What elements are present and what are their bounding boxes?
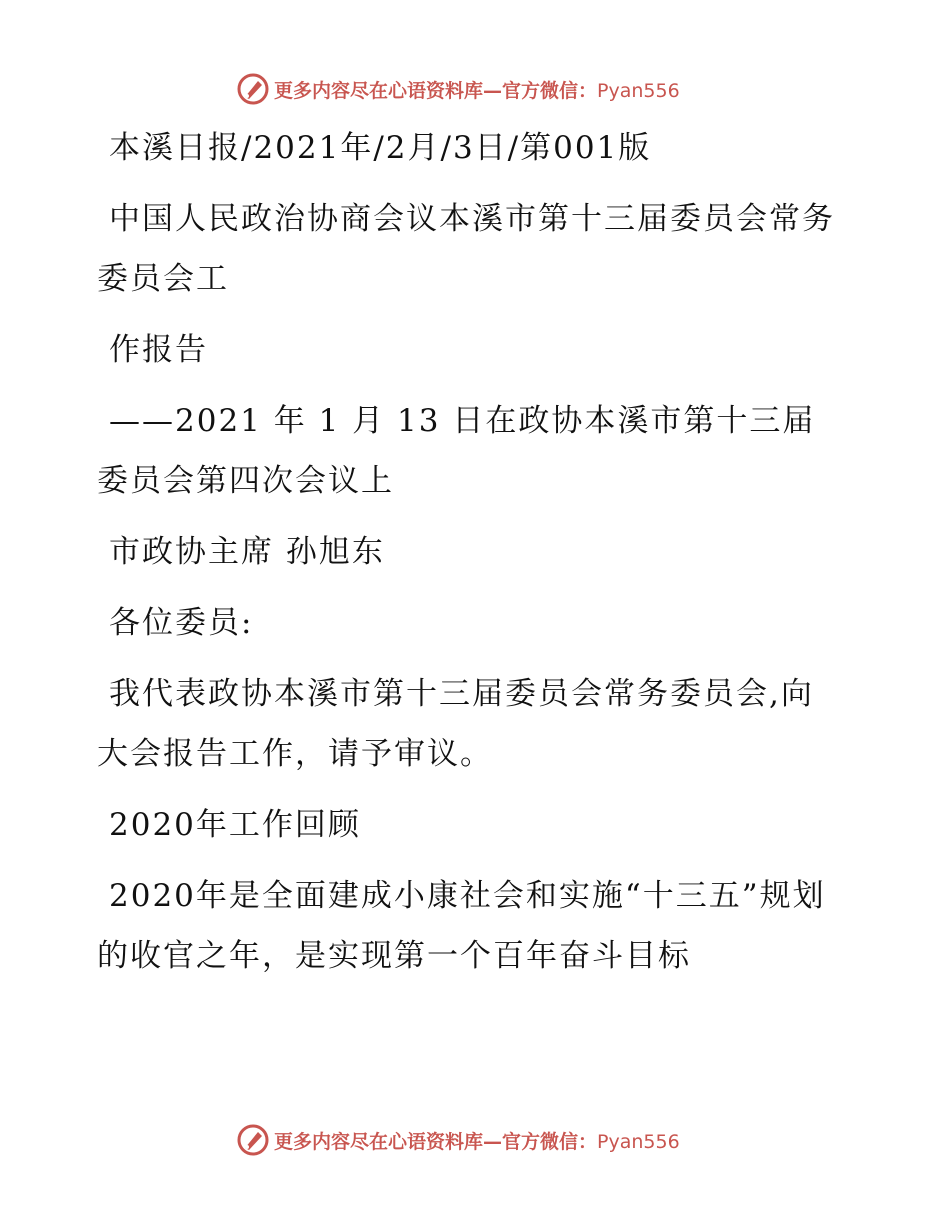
dateline: 本溪日报/2021年/2月/3日/第001版 [109, 130, 652, 166]
body-paragraph: 2020年是全面建成小康社会和实施“十三五”规划的收官之年，是实现第一个百年奋斗目标 [97, 878, 826, 974]
watermark-text: 更多内容尽在心语资料库—官方微信：Pyan556 [274, 79, 680, 102]
report-author: 市政协主席 孙旭东 [109, 534, 385, 570]
section-heading: 2020年工作回顾 [109, 807, 361, 843]
pen-logo-icon [236, 1123, 270, 1157]
salutation: 各位委员: [109, 605, 254, 641]
pen-logo-icon [236, 72, 270, 106]
watermark-text: 更多内容尽在心语资料库—官方微信：Pyan556 [274, 1130, 680, 1153]
body-paragraph: 我代表政协本溪市第十三届委员会常务委员会,向大会报告工作，请予审议。 [97, 676, 814, 772]
document-body [97, 118, 837, 997]
report-title: 中国人民政治协商会议本溪市第十三届委员会常务委员会工 [97, 201, 835, 297]
report-occasion: ——2021 年 1 月 13 日在政协本溪市第十三届委员会第四次会议上 [97, 403, 816, 499]
report-title-continued: 作报告 [109, 332, 208, 368]
watermark-header [236, 72, 680, 106]
watermark-footer [236, 1123, 680, 1157]
